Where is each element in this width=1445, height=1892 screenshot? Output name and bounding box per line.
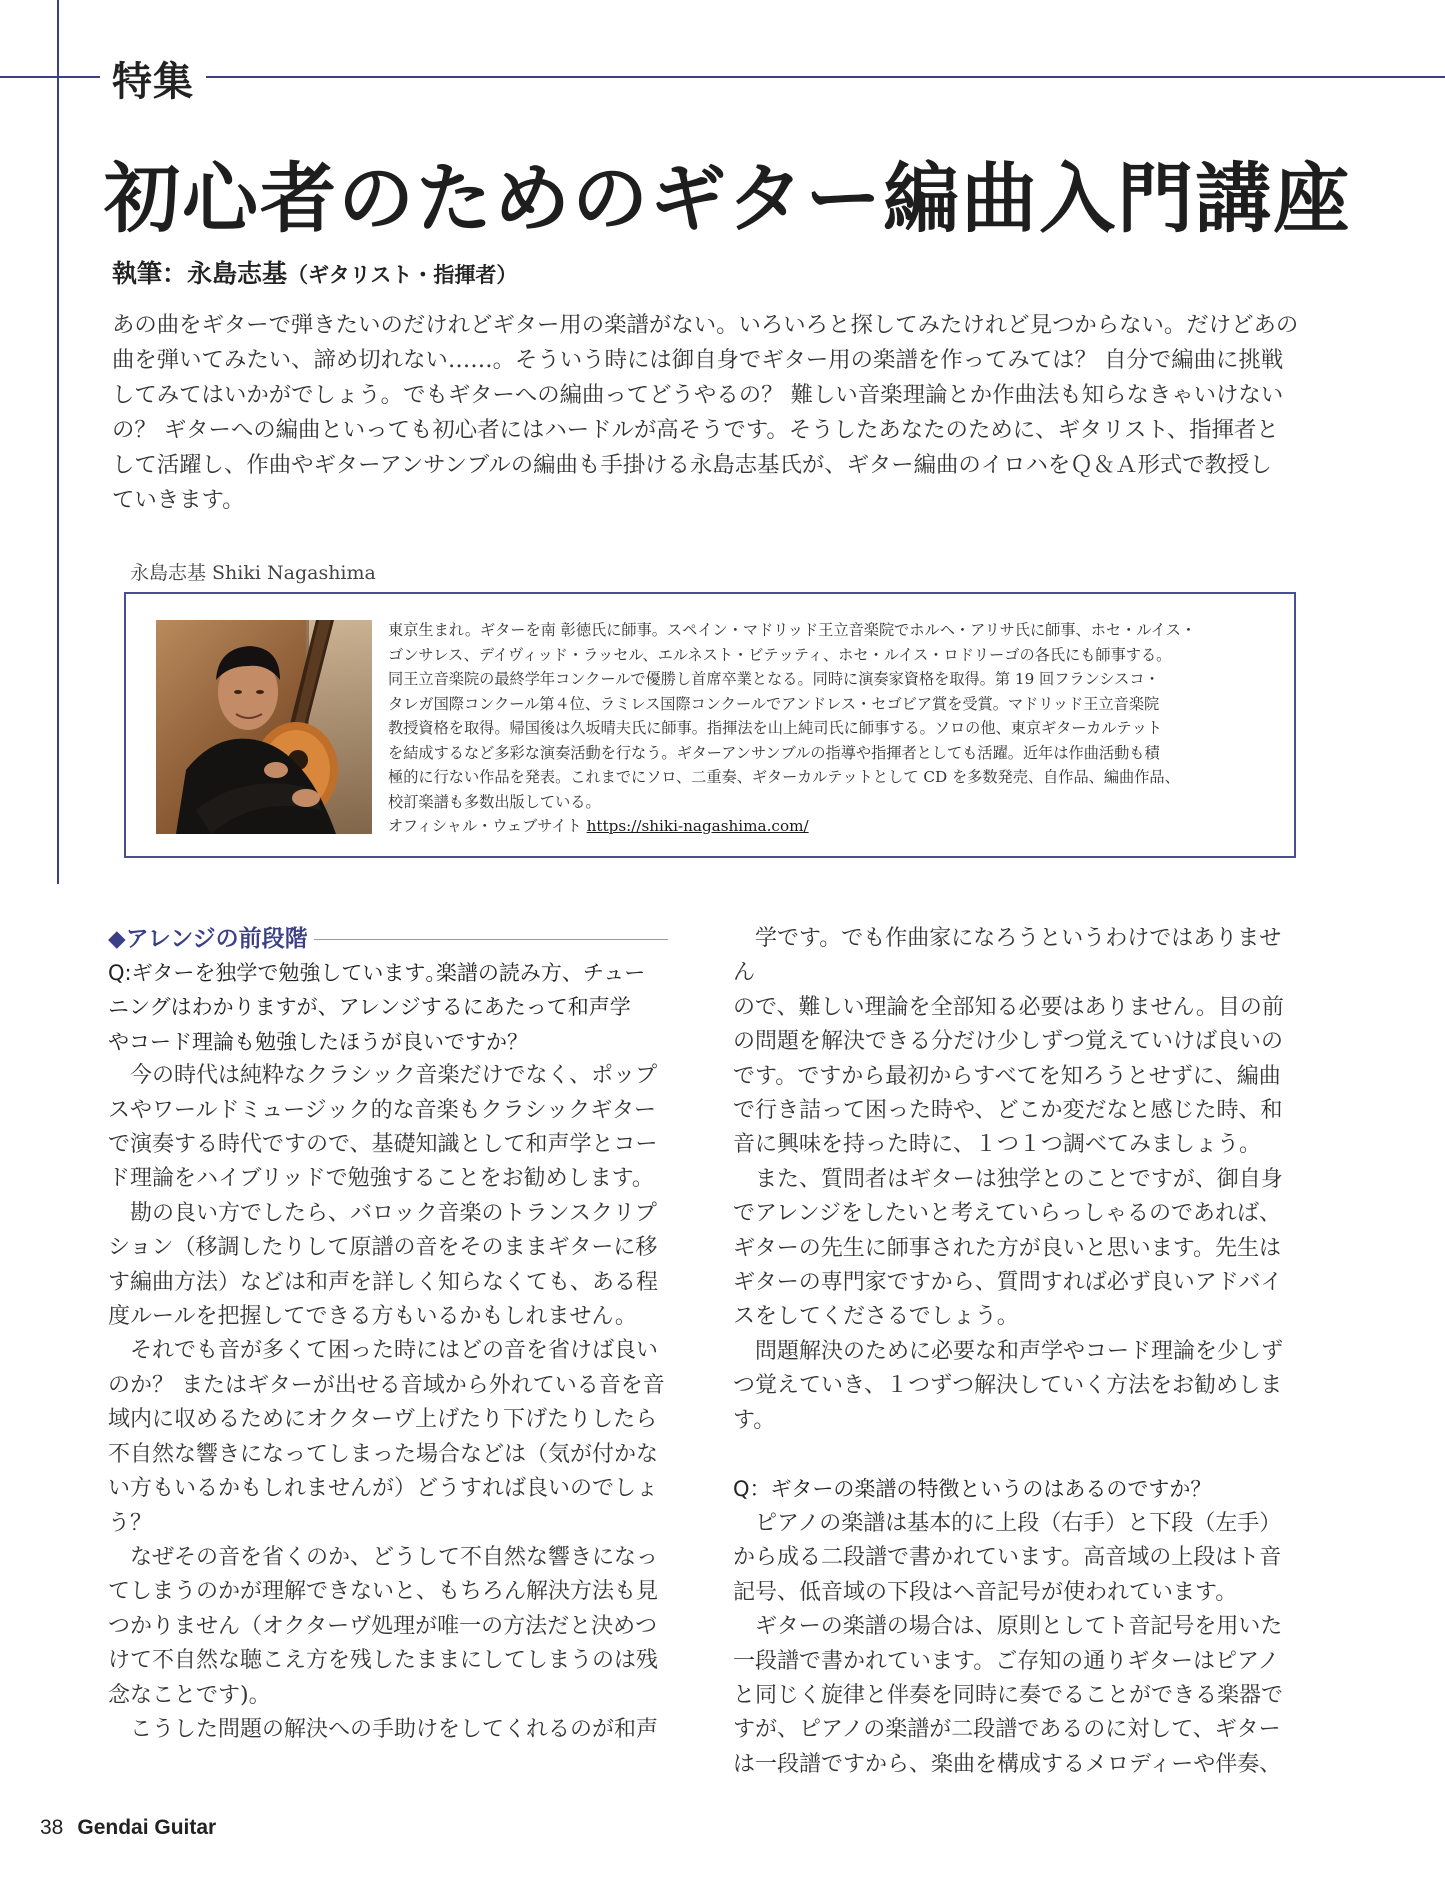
profile-bio bbox=[388, 618, 1278, 839]
text-line: 不自然な響きになってしまった場合などは（気が付かな bbox=[108, 1441, 659, 1467]
text-line: 同王立音楽院の最終学年コンクールで優勝し首席卒業となる。同時に演奏家資格を取得。第 19 回フランシスコ・ bbox=[388, 670, 1160, 688]
text-line: ていきます。 bbox=[112, 487, 245, 513]
text-line: こうした問題の解決への手助けをしてくれるのが和声 bbox=[130, 1716, 659, 1742]
text-line: 曲を弾いてみたい、諦め切れない……。そういう時には御自身でギター用の楽譜を作ってみては？ 自分で編曲に挑戦 bbox=[112, 347, 1284, 373]
text-line: 記号、低音域の下段はヘ音記号が使われています。 bbox=[733, 1579, 1238, 1605]
text-line: スやワールドミュージック的な音楽もクラシックギター bbox=[108, 1097, 657, 1123]
header-rule bbox=[0, 76, 1445, 78]
paragraph bbox=[108, 1197, 668, 1335]
text-line: あの曲をギターで弾きたいのだけれどギター用の楽譜がない。いろいろと探してみたけれど見つからない。だけどあの bbox=[112, 312, 1299, 338]
text-line: スをしてくださるでしょう。 bbox=[733, 1304, 1019, 1330]
question-1 bbox=[108, 956, 668, 1059]
text-line: ギターの楽譜の場合は、原則としてト音記号を用いた bbox=[755, 1614, 1283, 1640]
paragraph bbox=[733, 1507, 1303, 1610]
paragraph bbox=[733, 1610, 1303, 1782]
text-line: ション（移調したりして原譜の音をそのままギターに移 bbox=[108, 1235, 658, 1261]
spacer bbox=[733, 1438, 1303, 1472]
heading-text: ◆アレンジの前段階 bbox=[108, 924, 308, 952]
right-column bbox=[733, 922, 1303, 1782]
author-line bbox=[112, 254, 517, 290]
heading-rule bbox=[314, 939, 668, 940]
question-2: Q：ギターの楽譜の特徴というのはあるのですか？ bbox=[733, 1477, 1212, 1502]
text-line: つかりません（オクターヴ処理が唯一の方法だと決めつ bbox=[108, 1613, 658, 1639]
text-line: てしまうのかが理解できないと、もちろん解決方法も見 bbox=[108, 1579, 659, 1605]
text-line: の問題を解決できる分だけ少しずつ覚えていけば良いの bbox=[733, 1029, 1284, 1055]
text-line: ド理論をハイブリッドで勉強することをお勧めします。 bbox=[108, 1166, 654, 1192]
photo-caption: 永島志基 Shiki Nagashima bbox=[130, 562, 376, 584]
text-line: 今の時代は純粋なクラシック音楽だけでなく、ポップ bbox=[130, 1063, 658, 1089]
text-line: 音に興味を持った時に、１つ１つ調べてみましょう。 bbox=[733, 1132, 1262, 1158]
text-line: すが、ピアノの楽譜が二段譜であるのに対して、ギター bbox=[733, 1717, 1281, 1743]
answer-2 bbox=[733, 1507, 1303, 1782]
text-line: ピアノの楽譜は基本的に上段（右手）と下段（左手） bbox=[755, 1510, 1282, 1536]
left-column bbox=[108, 922, 668, 1747]
article-title: 初心者のためのギター編曲入門講座 bbox=[104, 154, 1352, 243]
text-line: 極的に行ない作品を発表。これまでにソロ、二重奏、ギターカルテットとして CD を多数発売、自作品、編曲作品、 bbox=[388, 768, 1180, 786]
text-line: のか？ またはギターが出せる音域から外れている音を音 bbox=[108, 1372, 665, 1398]
text-line: でアレンジをしたいと考えていらっしゃるのであれば、 bbox=[733, 1201, 1282, 1227]
text-line: 教授資格を取得。帰国後は久坂晴夫氏に師事。指揮法を山上純司氏に師事する。ソロの他、東京ギターカルテット bbox=[388, 719, 1163, 737]
text-line: ゴンサレス、デイヴィッド・ラッセル、エルネスト・ビテッティ、ホセ・ルイス・ロドリーゴの各氏にも師事する。 bbox=[388, 645, 1172, 664]
author-photo bbox=[156, 620, 372, 834]
text-line: 東京生まれ。ギターを南 彰徳氏に師事。スペイン・マドリッド王立音楽院でホルヘ・アリサ氏に師事、ホセ・ルイス・ bbox=[388, 621, 1197, 639]
text-line: 学です。でも作曲家になろうというわけではありません bbox=[733, 926, 1282, 986]
text-line: やコード理論も勉強したほうが良いですか？ bbox=[108, 1029, 528, 1054]
answer-1-continued bbox=[733, 922, 1303, 1438]
lead-text bbox=[112, 308, 1312, 518]
text-line: の？ ギターへの編曲といっても初心者にはハードルが高そうです。そうしたあなたのために、ギタリスト、指揮者と bbox=[112, 417, 1279, 443]
text-line: 校訂楽譜も多数出版している。 bbox=[388, 792, 601, 811]
paragraph bbox=[108, 1334, 668, 1540]
website-label: オフィシャル・ウェブサイト bbox=[388, 817, 582, 835]
website-line bbox=[388, 814, 1278, 839]
text-line: なぜその音を省くのか、どうして不自然な響きになっ bbox=[130, 1544, 659, 1570]
paragraph bbox=[108, 1541, 668, 1713]
text-line: Q:ギターを独学で勉強しています｡楽譜の読み方、チュー bbox=[108, 961, 646, 985]
text-line: 勘の良い方でしたら、バロック音楽のトランスクリプ bbox=[130, 1200, 657, 1226]
paragraph bbox=[108, 1059, 668, 1197]
author-name: 執筆：永島志基 bbox=[112, 259, 288, 288]
text-line: ギターの専門家ですから、質問すれば必ず良いアドバイ bbox=[733, 1270, 1283, 1296]
text-line: ので、難しい理論を全部知る必要はありません。目の前 bbox=[733, 994, 1284, 1020]
text-line: 問題解決のために必要な和声学やコード理論を少しず bbox=[755, 1338, 1284, 1364]
paragraph bbox=[733, 922, 1303, 1163]
text-line: ニングはわかりますが、アレンジするにあたって和声学 bbox=[108, 995, 631, 1020]
text-line: つ覚えていき、１つずつ解決していく方法をお勧めしま bbox=[733, 1373, 1283, 1399]
margin-rule bbox=[57, 0, 59, 884]
text-line: けて不自然な聴こえ方を残したままにしてしまうのは残 bbox=[108, 1648, 659, 1674]
text-line: を結成するなど多彩な演奏活動を行なう。ギターアンサンブルの指導や指揮者としても活躍。近年は作曲活動も積 bbox=[388, 743, 1160, 762]
paragraph bbox=[733, 1335, 1303, 1438]
text-line: 域内に収めるためにオクターヴ上げたり下げたりしたら bbox=[108, 1407, 658, 1433]
text-line: 一段譜で書かれています。ご存知の通りギターはピアノ bbox=[733, 1648, 1280, 1674]
author-role: （ギタリスト・指揮者） bbox=[287, 262, 518, 287]
profile-box bbox=[124, 592, 1296, 858]
text-line: で演奏する時代ですので、基礎知識として和声学とコー bbox=[108, 1132, 658, 1158]
text-line: は一段譜ですから、楽曲を構成するメロディーや伴奏、 bbox=[733, 1751, 1282, 1777]
text-line: 度ルールを把握してできる方もいるかもしれません。 bbox=[108, 1304, 637, 1330]
text-line: また、質問者はギターは独学とのことですが、御自身 bbox=[755, 1166, 1283, 1192]
text-line: それでも音が多くて困った時にはどの音を省けば良い bbox=[130, 1338, 659, 1364]
text-line: い方もいるかもしれませんが）どうすれば良いのでしょ bbox=[108, 1476, 659, 1502]
text-line: す。 bbox=[733, 1407, 776, 1433]
website-link[interactable]: https://shiki-nagashima.com/ bbox=[586, 817, 809, 835]
text-line: う？ bbox=[108, 1510, 153, 1536]
section-label: 特集 bbox=[100, 50, 206, 107]
answer-1 bbox=[108, 1059, 668, 1747]
text-line: です。ですから最初からすべてを知ろうとせずに、編曲 bbox=[733, 1063, 1281, 1089]
text-line: と同じく旋律と伴奏を同時に奏でることができる楽器で bbox=[733, 1682, 1284, 1708]
text-line: で行き詰って困った時や、どこか変だなと感じた時、和 bbox=[733, 1098, 1283, 1124]
text-line: す編曲方法）などは和声を詳しく知らなくても、ある程 bbox=[108, 1269, 659, 1295]
paragraph bbox=[108, 1713, 668, 1747]
paragraph bbox=[733, 1163, 1303, 1335]
section-heading bbox=[108, 922, 668, 956]
text-line: ギターの先生に師事された方が良いと思います。先生は bbox=[733, 1235, 1282, 1261]
text-line: してみてはいかがでしょう。でもギターへの編曲ってどうやるの？ 難しい音楽理論とか作曲法も知らなきゃいけない bbox=[112, 382, 1284, 408]
magazine-name: Gendai Guitar bbox=[77, 1816, 217, 1839]
text-line: から成る二段譜で書かれています。高音域の上段はト音 bbox=[733, 1545, 1282, 1571]
text-line: タレガ国際コンクール第４位、ラミレス国際コンクールでアンドレス・セゴビア賞を受賞。マドリッド王立音楽院 bbox=[388, 694, 1160, 713]
text-line: 念なことです)。 bbox=[108, 1682, 271, 1708]
page-number: 38 bbox=[40, 1816, 64, 1839]
page-footer bbox=[40, 1816, 216, 1840]
text-line: して活躍し、作曲やギターアンサンブルの編曲も手掛ける永島志基氏が、ギター編曲のイロハをＱ＆Ａ形式で教授し bbox=[112, 452, 1272, 478]
